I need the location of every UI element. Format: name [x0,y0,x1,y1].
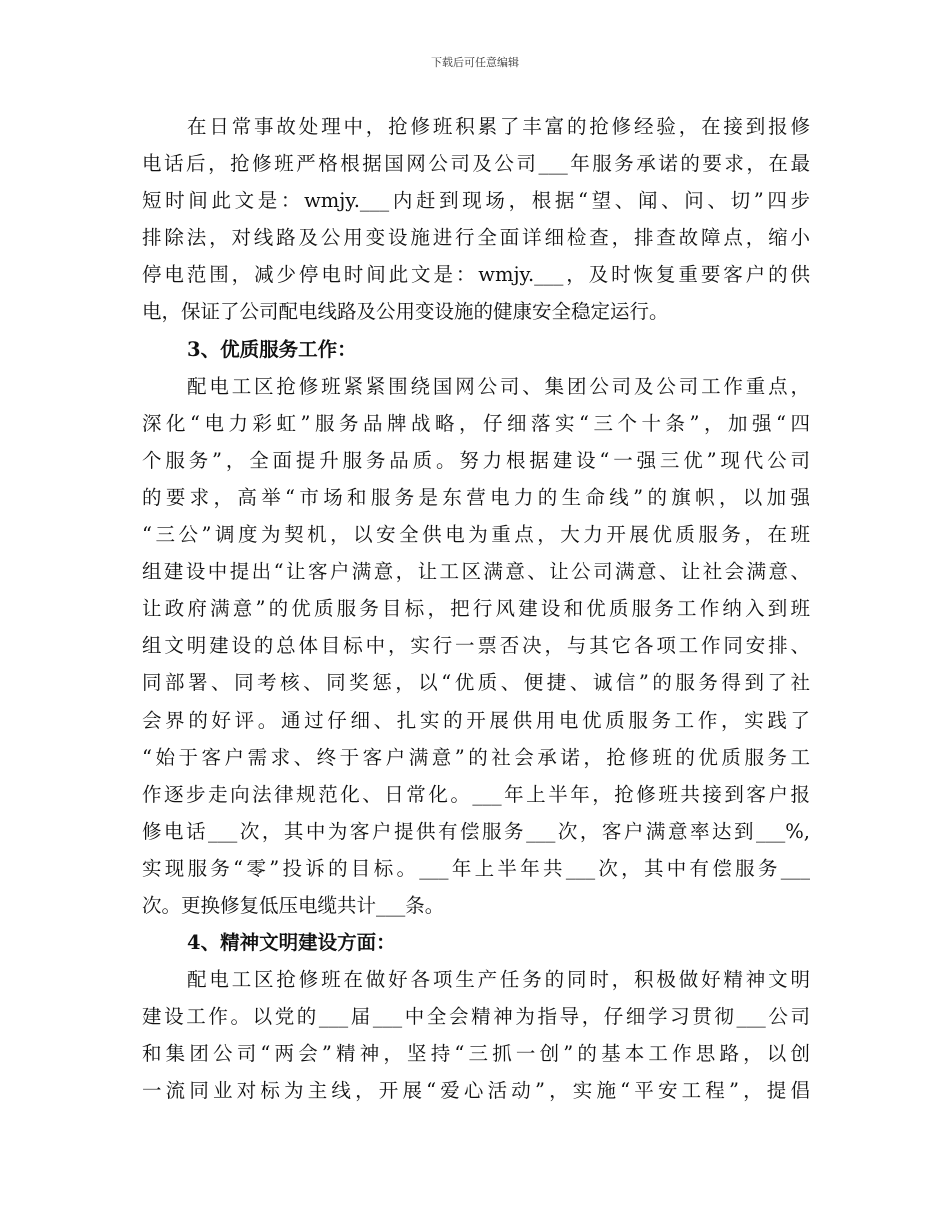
text-line: 个服务”，全面提升服务品质。努力根据建设“一强三优”现代公司 [142,448,810,472]
text-line: 次。更换修复低压电缆共计___条。 [142,893,445,917]
header-note: 下载后可任意编辑 [431,56,519,69]
text-line: 一流同业对标为主线，开展“爱心活动”，实施“平安工程”，提倡 [142,1079,810,1103]
text-line: 修电话___次，其中为客户提供有偿服务___次，客户满意率达到___%, [142,819,810,843]
text-line: 深化“电力彩虹”服务品牌战略，仔细落实“三个十条”，加强“四 [142,411,810,435]
text-line: 组建设中提出“让客户满意，让工区满意、让公司满意、让社会满意、 [142,560,810,584]
text-line: 的要求，高举“市场和服务是东营电力的生命线”的旗帜，以加强 [142,485,810,509]
text-line: 配电工区抢修班紧紧围绕国网公司、集团公司及公司工作重点， [187,374,810,398]
text-line: 排除法，对线路及公用变设施进行全面详细检查，排查故障点，缩小 [142,226,810,250]
section-heading-quality-service: 3、优质服务工作： [187,337,357,361]
text-line: “始于客户需求、终于客户满意”的社会承诺，抢修班的优质服务工 [142,745,810,769]
paragraph-quality-service [142,368,810,924]
text-line: “三公”调度为契机，以安全供电为重点，大力开展优质服务，在班 [142,523,810,547]
text-line: 组文明建设的总体目标中，实行一票否决，与其它各项工作同安排、 [142,634,810,658]
text-line: 让政府满意”的优质服务目标，把行风建设和优质服务工作纳入到班 [142,597,810,621]
text-line: 短时间此文是：wmjy.___内赶到现场，根据“望、闻、问、切”四步 [142,189,810,213]
text-line: 停电范围，减少停电时间此文是：wmjy.___，及时恢复重要客户的供 [142,263,810,287]
text-line: 在日常事故处理中，抢修班积累了丰富的抢修经验，在接到报修 [187,115,810,138]
text-line: 和集团公司“两会”精神，坚持“三抓一创”的基本工作思路，以创 [142,1042,810,1066]
text-line: 同部署、同考核、同奖惩，以“优质、便捷、诚信”的服务得到了社 [142,671,810,695]
text-line: 配电工区抢修班在做好各项生产任务的同时，积极做好精神文明 [187,968,810,992]
text-line: 实现服务“零”投诉的目标。___年上半年共___次，其中有偿服务___ [142,856,810,880]
text-line: 电话后，抢修班严格根据国网公司及公司___年服务承诺的要求，在最 [142,152,810,176]
text-line: 作逐步走向法律规范化、日常化。___年上半年，抢修班共接到客户报 [142,782,810,806]
paragraph-accident-handling [142,108,810,331]
paragraph-civilization [142,961,810,1109]
text-line: 建设工作。以党的___届___中全会精神为指导，仔细学习贯彻___公司 [142,1005,810,1029]
text-line: 电，保证了公司配电线路及公用变设施的健康安全稳定运行。 [142,300,669,324]
document-body [142,108,810,1110]
text-line: 会界的好评。通过仔细、扎实的开展供用电优质服务工作，实践了 [142,708,810,732]
section-heading-civilization: 4、精神文明建设方面： [187,931,396,955]
